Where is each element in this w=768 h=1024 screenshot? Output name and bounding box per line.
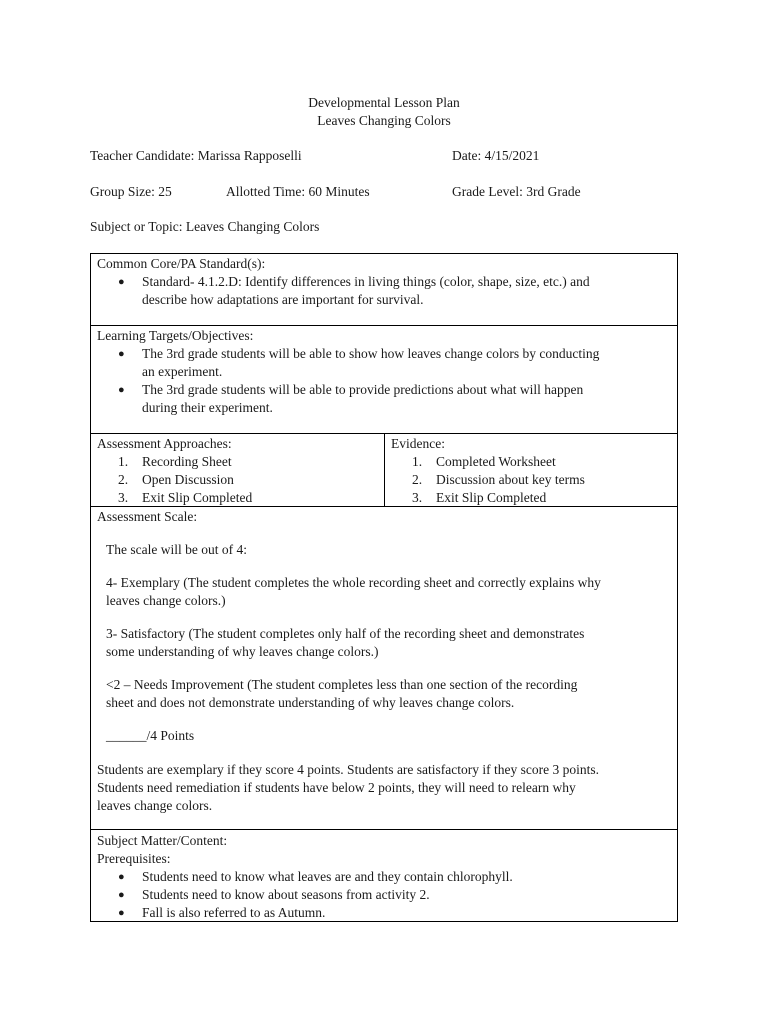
- prerequisite-item: Students need to know what leaves are and they contain chlorophyll.: [142, 869, 513, 884]
- scale-intro: The scale will be out of 4:: [106, 542, 247, 557]
- bullet-icon: ●: [118, 871, 125, 883]
- grade-level: Grade Level: 3rd Grade: [452, 184, 581, 199]
- assessment-scale-heading: Assessment Scale:: [97, 509, 198, 524]
- scale-summary-line: Students need remediation if students have below 2 points, they will need to relearn why: [97, 780, 576, 795]
- prerequisites-heading: Prerequisites:: [97, 851, 171, 866]
- standard-item-line: describe how adaptations are important for survival.: [142, 292, 424, 307]
- scale-level-line: <2 – Needs Improvement (The student completes less than one section of the recording: [106, 677, 578, 692]
- row-divider: [90, 325, 678, 326]
- objective-item-line: The 3rd grade students will be able to show how leaves change colors by conducting: [142, 346, 600, 361]
- scale-summary-line: Students are exemplary if they score 4 points. Students are satisfactory if they score 3 points.: [97, 762, 599, 777]
- standard-item-line: Standard- 4.1.2.D: Identify differences in living things (color, shape, size, etc.) and: [142, 274, 590, 289]
- points-blank: ______/4 Points: [106, 728, 195, 743]
- evidence-item: Exit Slip Completed: [436, 490, 547, 505]
- evidence-item: Discussion about key terms: [436, 472, 585, 487]
- lesson-date: Date: 4/15/2021: [452, 148, 540, 163]
- objective-item-line: The 3rd grade students will be able to provide predictions about what will happen: [142, 382, 584, 397]
- evidence-heading: Evidence:: [391, 436, 445, 451]
- list-number: 2.: [118, 472, 129, 487]
- approach-item: Exit Slip Completed: [142, 490, 253, 505]
- column-divider: [384, 433, 385, 506]
- bullet-icon: ●: [118, 384, 125, 396]
- teacher-candidate: Teacher Candidate: Marissa Rapposelli: [90, 148, 302, 163]
- scale-summary-line: leaves change colors.: [97, 798, 213, 813]
- list-number: 3.: [118, 490, 129, 505]
- scale-level-line: sheet and does not demonstrate understanding of why leaves change colors.: [106, 695, 515, 710]
- standards-heading: Common Core/PA Standard(s):: [97, 256, 266, 271]
- objective-item-line: an experiment.: [142, 364, 223, 379]
- subject-matter-heading: Subject Matter/Content:: [97, 833, 228, 848]
- bullet-icon: ●: [118, 348, 125, 360]
- objective-item-line: during their experiment.: [142, 400, 273, 415]
- allotted-time: Allotted Time: 60 Minutes: [226, 184, 370, 199]
- scale-level-line: leaves change colors.): [106, 593, 226, 608]
- evidence-item: Completed Worksheet: [436, 454, 556, 469]
- list-number: 1.: [412, 454, 423, 469]
- bullet-icon: ●: [118, 889, 125, 901]
- approach-item: Open Discussion: [142, 472, 234, 487]
- scale-level-line: 3- Satisfactory (The student completes only half of the recording sheet and demonstrates: [106, 626, 585, 641]
- subject-topic: Subject or Topic: Leaves Changing Colors: [90, 219, 320, 234]
- assessment-approaches-heading: Assessment Approaches:: [97, 436, 232, 451]
- scale-level-line: some understanding of why leaves change colors.): [106, 644, 379, 659]
- objectives-heading: Learning Targets/Objectives:: [97, 328, 254, 343]
- prerequisite-item: Students need to know about seasons from activity 2.: [142, 887, 430, 902]
- list-number: 2.: [412, 472, 423, 487]
- bullet-icon: ●: [118, 907, 125, 919]
- document-title: Developmental Lesson Plan: [308, 95, 460, 110]
- list-number: 3.: [412, 490, 423, 505]
- list-number: 1.: [118, 454, 129, 469]
- row-divider: [90, 829, 678, 830]
- prerequisite-item: Fall is also referred to as Autumn.: [142, 905, 326, 920]
- group-size: Group Size: 25: [90, 184, 172, 199]
- approach-item: Recording Sheet: [142, 454, 232, 469]
- scale-level-line: 4- Exemplary (The student completes the whole recording sheet and correctly explains why: [106, 575, 601, 590]
- bullet-icon: ●: [118, 276, 125, 288]
- document-subtitle: Leaves Changing Colors: [317, 113, 451, 128]
